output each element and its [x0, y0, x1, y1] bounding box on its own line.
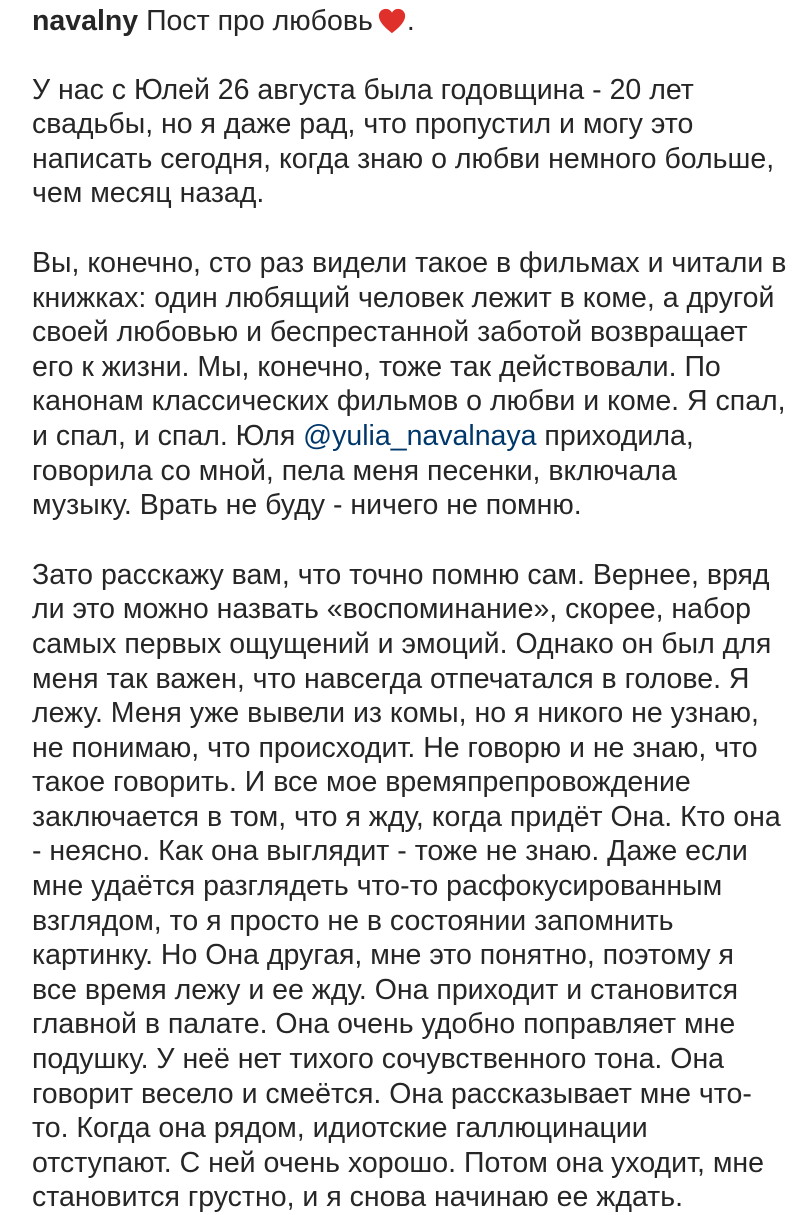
text-line: говорит весело и смеётся. Она рассказывает мне что- [32, 1077, 752, 1110]
text-line: картинку. Но Она другая, мне это понятно, поэтому я [32, 939, 734, 972]
text-line: свадьбы, но я даже рад, что пропустил и могу это [32, 108, 694, 141]
text-line: Вы, конечно, сто раз видели такое в фильмах и читали в [32, 246, 787, 279]
text-line: ли это можно назвать «воспоминание», скорее, набор [32, 593, 752, 626]
text-line: взглядом, то я просто не в состоянии запомнить [32, 904, 674, 937]
text-line: все время лежу и ее жду. Она приходит и становится [32, 973, 739, 1006]
text-line: своей любовью и беспрестанной заботой возвращает [32, 316, 748, 349]
text-line: заключается в том, что я жду, когда придёт Она. Кто она [32, 800, 781, 833]
post-headline: Пост про любовь [146, 5, 373, 37]
text-line: лежу. Меня уже вывели из комы, но я никого не узнаю, [32, 697, 759, 730]
mention-prefix-text: и спал, и спал. Юля [32, 419, 304, 452]
text-line: самых первых ощущений и эмоций. Однако он был для [32, 627, 772, 660]
text-line: - неясно. Как она выглядит - тоже не знаю. Даже если [32, 835, 748, 868]
paragraph-2 [32, 246, 787, 523]
text-line: канонам классических фильмов о любви и коме. Я спал, [32, 385, 786, 418]
text-line: говорила со мной, пела меня песенки, включала [32, 454, 677, 487]
paragraph-3 [32, 558, 784, 1215]
text-line: У нас с Юлей 26 августа была годовщина - 20 лет [32, 73, 694, 106]
mention-link[interactable]: @yulia_navalnaya [303, 419, 537, 452]
text-line: его к жизни. Мы, конечно, тоже так действовали. По [32, 350, 721, 383]
text-line: такое говорить. И все мое времяпрепровождение [32, 766, 691, 799]
text-line: написать сегодня, когда знаю о любви немного больше, [32, 142, 775, 175]
text-line: Зато расскажу вам, что точно помню сам. Вернее, вряд [32, 558, 770, 591]
text-line: не понимаю, что происходит. Не говорю и не знаю, что [32, 731, 758, 764]
text-line: чем месяц назад. [32, 177, 265, 210]
heart-emoji-icon [377, 6, 407, 36]
text-line: становится грустно, и я снова начинаю ее ждать. [32, 1181, 683, 1214]
text-line: книжках: один любящий человек лежит в коме, а другой [32, 281, 775, 314]
text-line: мне удаётся разглядеть что-то расфокусированным [32, 870, 723, 903]
paragraph-1 [32, 73, 784, 211]
mention-suffix-text: приходила, [536, 419, 694, 452]
text-line: меня так важен, что навсегда отпечатался в голове. Я [32, 662, 750, 695]
text-line-with-mention [32, 419, 784, 454]
text-line: отступают. С ней очень хорошо. Потом она уходит, мне [32, 1146, 765, 1179]
text-line: главной в палате. Она очень удобно поправляет мне [32, 1008, 736, 1041]
text-line: подушку. У неё нет тихого сочувственного тона. Она [32, 1043, 725, 1076]
text-line: музыку. Врать не буду - ничего не помню. [32, 489, 582, 522]
caption-header [32, 4, 784, 39]
username-link[interactable]: navalny [32, 5, 139, 37]
headline-period: . [406, 5, 415, 37]
text-line: то. Когда она рядом, идиотские галлюцинации [32, 1112, 648, 1145]
